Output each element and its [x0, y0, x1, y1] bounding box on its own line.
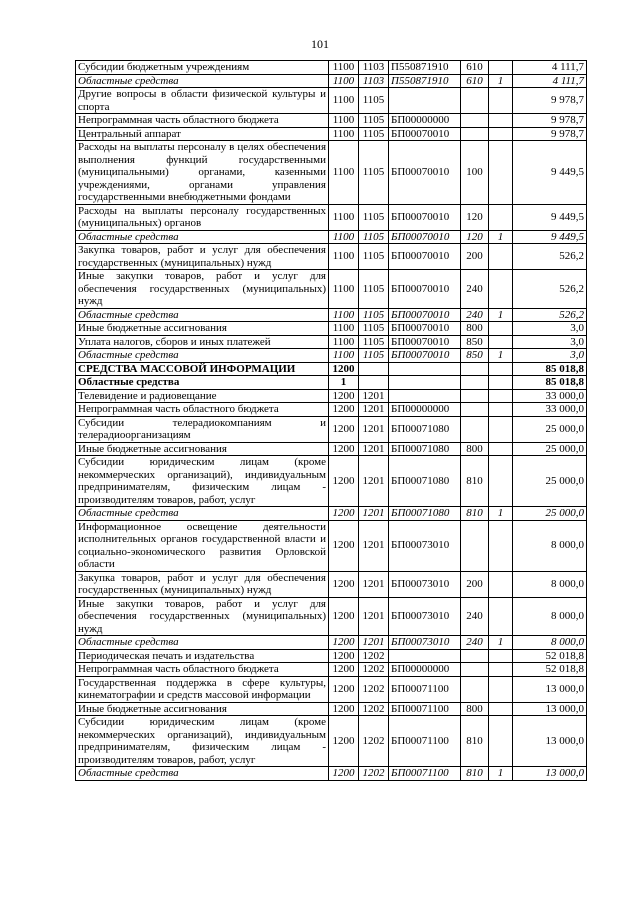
- cell-target-article: БП00070010: [389, 308, 461, 322]
- cell-target-article: БП00071100: [389, 702, 461, 716]
- cell-section: 1100: [329, 322, 359, 336]
- cell-target-article: [389, 88, 461, 114]
- cell-target-article: БП00071100: [389, 716, 461, 767]
- cell-section: 1100: [329, 270, 359, 309]
- table-row: [76, 597, 587, 636]
- cell-expense-type: 240: [461, 270, 489, 309]
- cell-expense-type: [461, 403, 489, 417]
- cell-subsection: 1105: [359, 270, 389, 309]
- cell-funding-source: [489, 456, 513, 507]
- cell-funding-source: [489, 114, 513, 128]
- cell-name: Областные средства: [76, 376, 329, 390]
- cell-subsection: 1202: [359, 767, 389, 781]
- cell-section: 1200: [329, 597, 359, 636]
- cell-subsection: 1202: [359, 663, 389, 677]
- cell-expense-type: 200: [461, 244, 489, 270]
- table-row: [76, 61, 587, 75]
- cell-target-article: БП00073010: [389, 571, 461, 597]
- cell-subsection: [359, 362, 389, 376]
- cell-name: Непрограммная часть областного бюджета: [76, 114, 329, 128]
- cell-expense-type: 810: [461, 716, 489, 767]
- table-row: [76, 389, 587, 403]
- cell-name: Государственная поддержка в сфере культуры, кинематографии и средств массовой информации: [76, 676, 329, 702]
- table-row: [76, 204, 587, 230]
- table-row: [76, 442, 587, 456]
- cell-subsection: 1201: [359, 636, 389, 650]
- cell-amount: 3,0: [513, 322, 587, 336]
- cell-amount: 85 018,8: [513, 376, 587, 390]
- cell-amount: 9 978,7: [513, 114, 587, 128]
- cell-funding-source: 1: [489, 636, 513, 650]
- cell-name: Иные бюджетные ассигнования: [76, 442, 329, 456]
- cell-funding-source: [489, 663, 513, 677]
- cell-section: 1200: [329, 507, 359, 521]
- table-row: [76, 507, 587, 521]
- cell-amount: 13 000,0: [513, 676, 587, 702]
- cell-funding-source: [489, 403, 513, 417]
- cell-name: Областные средства: [76, 74, 329, 88]
- cell-subsection: 1201: [359, 456, 389, 507]
- cell-amount: 33 000,0: [513, 403, 587, 417]
- cell-name: Расходы на выплаты персоналу в целях обеспечения выполнения функций государственными (муниципальными) органами, казенными учреждениями, органами управления государственными внебюджетными фондами: [76, 141, 329, 205]
- cell-target-article: БП00071100: [389, 767, 461, 781]
- cell-funding-source: 1: [489, 767, 513, 781]
- table-row: [76, 649, 587, 663]
- cell-expense-type: 240: [461, 308, 489, 322]
- cell-target-article: БП00071100: [389, 676, 461, 702]
- cell-section: 1200: [329, 520, 359, 571]
- cell-subsection: 1105: [359, 204, 389, 230]
- cell-name: Периодическая печать и издательства: [76, 649, 329, 663]
- cell-subsection: 1105: [359, 141, 389, 205]
- table-row: [76, 308, 587, 322]
- cell-expense-type: 240: [461, 636, 489, 650]
- cell-name: Областные средства: [76, 230, 329, 244]
- cell-name: Субсидии юридическим лицам (кроме некоммерческих организаций), индивидуальным предпринимателям, физическим лицам - производителям товаров, работ, услуг: [76, 456, 329, 507]
- cell-target-article: [389, 362, 461, 376]
- cell-amount: 8 000,0: [513, 636, 587, 650]
- cell-name: Областные средства: [76, 308, 329, 322]
- cell-subsection: 1105: [359, 230, 389, 244]
- cell-section: 1100: [329, 127, 359, 141]
- cell-section: 1100: [329, 114, 359, 128]
- cell-subsection: 1105: [359, 244, 389, 270]
- page-number: 101: [311, 37, 329, 51]
- cell-section: 1200: [329, 767, 359, 781]
- cell-subsection: 1105: [359, 349, 389, 363]
- cell-name: Иные закупки товаров, работ и услуг для обеспечения государственных (муниципальных) нужд: [76, 597, 329, 636]
- cell-subsection: 1105: [359, 114, 389, 128]
- cell-funding-source: [489, 127, 513, 141]
- cell-target-article: БП00070010: [389, 230, 461, 244]
- cell-amount: 4 111,7: [513, 74, 587, 88]
- cell-section: 1200: [329, 571, 359, 597]
- cell-amount: 4 111,7: [513, 61, 587, 75]
- cell-target-article: БП00070010: [389, 141, 461, 205]
- cell-name: Другие вопросы в области физической культуры и спорта: [76, 88, 329, 114]
- cell-section: 1100: [329, 88, 359, 114]
- table-row: [76, 376, 587, 390]
- cell-funding-source: [489, 442, 513, 456]
- cell-section: 1200: [329, 636, 359, 650]
- table-row: [76, 702, 587, 716]
- cell-target-article: П550871910: [389, 61, 461, 75]
- cell-funding-source: [489, 270, 513, 309]
- cell-amount: 33 000,0: [513, 389, 587, 403]
- table-row: [76, 767, 587, 781]
- table-row: [76, 127, 587, 141]
- cell-funding-source: 1: [489, 230, 513, 244]
- cell-subsection: 1105: [359, 127, 389, 141]
- cell-funding-source: [489, 88, 513, 114]
- cell-amount: 25 000,0: [513, 442, 587, 456]
- cell-target-article: БП00071080: [389, 456, 461, 507]
- cell-funding-source: 1: [489, 308, 513, 322]
- cell-expense-type: [461, 520, 489, 571]
- table-row: [76, 141, 587, 205]
- table-row: [76, 74, 587, 88]
- table-row: [76, 571, 587, 597]
- cell-funding-source: [489, 716, 513, 767]
- cell-amount: 9 978,7: [513, 88, 587, 114]
- cell-funding-source: 1: [489, 507, 513, 521]
- table-row: [76, 636, 587, 650]
- cell-section: 1200: [329, 663, 359, 677]
- cell-name: Телевидение и радиовещание: [76, 389, 329, 403]
- cell-section: 1200: [329, 442, 359, 456]
- cell-expense-type: [461, 676, 489, 702]
- cell-expense-type: [461, 114, 489, 128]
- cell-target-article: [389, 649, 461, 663]
- cell-funding-source: [489, 204, 513, 230]
- cell-funding-source: [489, 416, 513, 442]
- cell-name: Субсидии юридическим лицам (кроме некоммерческих организаций), индивидуальным предпринимателям, физическим лицам - производителям товаров, работ, услуг: [76, 716, 329, 767]
- table-row: [76, 322, 587, 336]
- cell-subsection: 1201: [359, 507, 389, 521]
- cell-name: Областные средства: [76, 349, 329, 363]
- cell-expense-type: [461, 663, 489, 677]
- cell-amount: 526,2: [513, 244, 587, 270]
- cell-target-article: БП00071080: [389, 442, 461, 456]
- cell-name: Областные средства: [76, 507, 329, 521]
- cell-expense-type: 610: [461, 74, 489, 88]
- cell-name: Иные бюджетные ассигнования: [76, 322, 329, 336]
- cell-amount: 9 449,5: [513, 141, 587, 205]
- table-row: [76, 456, 587, 507]
- cell-target-article: БП00071080: [389, 416, 461, 442]
- cell-funding-source: [489, 335, 513, 349]
- cell-name: Иные закупки товаров, работ и услуг для обеспечения государственных (муниципальных) нужд: [76, 270, 329, 309]
- cell-expense-type: [461, 127, 489, 141]
- cell-section: 1100: [329, 230, 359, 244]
- cell-expense-type: 850: [461, 335, 489, 349]
- cell-section: 1200: [329, 702, 359, 716]
- table-row: [76, 349, 587, 363]
- table-row: [76, 416, 587, 442]
- cell-target-article: БП00073010: [389, 636, 461, 650]
- cell-funding-source: [489, 389, 513, 403]
- cell-expense-type: 800: [461, 702, 489, 716]
- cell-target-article: БП00070010: [389, 270, 461, 309]
- table-row: [76, 716, 587, 767]
- cell-name: Субсидии бюджетным учреждениям: [76, 61, 329, 75]
- cell-expense-type: 800: [461, 442, 489, 456]
- cell-name: Субсидии телерадиокомпаниям и телерадиоорганизациям: [76, 416, 329, 442]
- cell-expense-type: 810: [461, 767, 489, 781]
- cell-amount: 526,2: [513, 270, 587, 309]
- cell-funding-source: [489, 520, 513, 571]
- cell-name: Непрограммная часть областного бюджета: [76, 663, 329, 677]
- cell-subsection: 1105: [359, 308, 389, 322]
- table-row: [76, 663, 587, 677]
- cell-section: 1200: [329, 676, 359, 702]
- cell-name: Центральный аппарат: [76, 127, 329, 141]
- budget-table: [75, 60, 587, 781]
- cell-section: 1100: [329, 335, 359, 349]
- cell-name: Закупка товаров, работ и услуг для обеспечения государственных (муниципальных) нужд: [76, 571, 329, 597]
- cell-funding-source: 1: [489, 74, 513, 88]
- cell-expense-type: 810: [461, 456, 489, 507]
- cell-amount: 25 000,0: [513, 456, 587, 507]
- cell-name: Непрограммная часть областного бюджета: [76, 403, 329, 417]
- cell-section: 1200: [329, 456, 359, 507]
- cell-funding-source: [489, 141, 513, 205]
- cell-funding-source: [489, 362, 513, 376]
- cell-name: Областные средства: [76, 636, 329, 650]
- cell-funding-source: [489, 244, 513, 270]
- cell-amount: 13 000,0: [513, 767, 587, 781]
- cell-expense-type: 120: [461, 230, 489, 244]
- cell-amount: 526,2: [513, 308, 587, 322]
- cell-section: 1100: [329, 308, 359, 322]
- cell-funding-source: [489, 376, 513, 390]
- cell-funding-source: [489, 571, 513, 597]
- cell-subsection: 1103: [359, 61, 389, 75]
- table-row: [76, 270, 587, 309]
- budget-table-body: [76, 61, 587, 781]
- cell-expense-type: [461, 376, 489, 390]
- cell-section: 1100: [329, 141, 359, 205]
- table-row: [76, 244, 587, 270]
- cell-target-article: БП00071080: [389, 507, 461, 521]
- cell-funding-source: [489, 61, 513, 75]
- cell-amount: 3,0: [513, 349, 587, 363]
- cell-funding-source: 1: [489, 349, 513, 363]
- cell-amount: 25 000,0: [513, 416, 587, 442]
- cell-section: 1200: [329, 389, 359, 403]
- cell-subsection: 1201: [359, 520, 389, 571]
- cell-target-article: [389, 389, 461, 403]
- cell-name: Иные бюджетные ассигнования: [76, 702, 329, 716]
- cell-name: Информационное освещение деятельности исполнительных органов государственной власти и социально-экономического развития Орловской области: [76, 520, 329, 571]
- cell-expense-type: 100: [461, 141, 489, 205]
- cell-amount: 85 018,8: [513, 362, 587, 376]
- cell-expense-type: 800: [461, 322, 489, 336]
- cell-target-article: БП00000000: [389, 663, 461, 677]
- cell-subsection: 1201: [359, 416, 389, 442]
- cell-target-article: БП00000000: [389, 114, 461, 128]
- table-row: [76, 362, 587, 376]
- cell-subsection: 1201: [359, 403, 389, 417]
- cell-subsection: 1105: [359, 322, 389, 336]
- cell-subsection: 1103: [359, 74, 389, 88]
- cell-amount: 52 018,8: [513, 663, 587, 677]
- cell-target-article: БП00070010: [389, 349, 461, 363]
- cell-subsection: 1202: [359, 702, 389, 716]
- cell-expense-type: 810: [461, 507, 489, 521]
- cell-expense-type: 610: [461, 61, 489, 75]
- cell-amount: 8 000,0: [513, 597, 587, 636]
- cell-expense-type: 200: [461, 571, 489, 597]
- table-row: [76, 114, 587, 128]
- cell-subsection: 1202: [359, 649, 389, 663]
- cell-section: 1100: [329, 204, 359, 230]
- cell-section: 1100: [329, 61, 359, 75]
- table-row: [76, 676, 587, 702]
- cell-subsection: 1105: [359, 335, 389, 349]
- cell-subsection: 1105: [359, 88, 389, 114]
- cell-target-article: [389, 376, 461, 390]
- cell-amount: 3,0: [513, 335, 587, 349]
- cell-name: Расходы на выплаты персоналу государственных (муниципальных) органов: [76, 204, 329, 230]
- cell-funding-source: [489, 702, 513, 716]
- cell-name: СРЕДСТВА МАССОВОЙ ИНФОРМАЦИИ: [76, 362, 329, 376]
- cell-target-article: БП00070010: [389, 244, 461, 270]
- cell-target-article: БП00070010: [389, 322, 461, 336]
- cell-subsection: 1202: [359, 716, 389, 767]
- table-row: [76, 520, 587, 571]
- cell-name: Уплата налогов, сборов и иных платежей: [76, 335, 329, 349]
- cell-target-article: П550871910: [389, 74, 461, 88]
- table-row: [76, 403, 587, 417]
- table-row: [76, 335, 587, 349]
- cell-subsection: 1201: [359, 389, 389, 403]
- cell-amount: 9 978,7: [513, 127, 587, 141]
- cell-subsection: 1201: [359, 571, 389, 597]
- cell-expense-type: 850: [461, 349, 489, 363]
- cell-funding-source: [489, 649, 513, 663]
- cell-amount: 13 000,0: [513, 702, 587, 716]
- cell-expense-type: [461, 362, 489, 376]
- cell-target-article: БП00073010: [389, 520, 461, 571]
- table-row: [76, 88, 587, 114]
- cell-subsection: 1201: [359, 442, 389, 456]
- cell-section: 1200: [329, 416, 359, 442]
- cell-section: 1200: [329, 403, 359, 417]
- cell-amount: 9 449,5: [513, 204, 587, 230]
- cell-target-article: БП00070010: [389, 204, 461, 230]
- cell-subsection: 1201: [359, 597, 389, 636]
- cell-amount: 52 018,8: [513, 649, 587, 663]
- cell-section: 1200: [329, 649, 359, 663]
- cell-subsection: [359, 376, 389, 390]
- table-row: [76, 230, 587, 244]
- cell-section: 1100: [329, 349, 359, 363]
- cell-amount: 13 000,0: [513, 716, 587, 767]
- cell-expense-type: 120: [461, 204, 489, 230]
- cell-section: 1200: [329, 362, 359, 376]
- cell-amount: 8 000,0: [513, 520, 587, 571]
- cell-section: 1100: [329, 244, 359, 270]
- cell-section: 1200: [329, 716, 359, 767]
- cell-expense-type: [461, 389, 489, 403]
- cell-target-article: БП00070010: [389, 335, 461, 349]
- cell-subsection: 1202: [359, 676, 389, 702]
- cell-expense-type: [461, 416, 489, 442]
- cell-expense-type: [461, 649, 489, 663]
- cell-target-article: БП00070010: [389, 127, 461, 141]
- cell-name: Областные средства: [76, 767, 329, 781]
- cell-name: Закупка товаров, работ и услуг для обеспечения государственных (муниципальных) нужд: [76, 244, 329, 270]
- cell-amount: 8 000,0: [513, 571, 587, 597]
- cell-funding-source: [489, 597, 513, 636]
- cell-funding-source: [489, 676, 513, 702]
- cell-section: 1100: [329, 74, 359, 88]
- cell-funding-source: [489, 322, 513, 336]
- cell-amount: 9 449,5: [513, 230, 587, 244]
- cell-section: 1: [329, 376, 359, 390]
- cell-expense-type: 240: [461, 597, 489, 636]
- cell-expense-type: [461, 88, 489, 114]
- cell-amount: 25 000,0: [513, 507, 587, 521]
- cell-target-article: БП00000000: [389, 403, 461, 417]
- cell-target-article: БП00073010: [389, 597, 461, 636]
